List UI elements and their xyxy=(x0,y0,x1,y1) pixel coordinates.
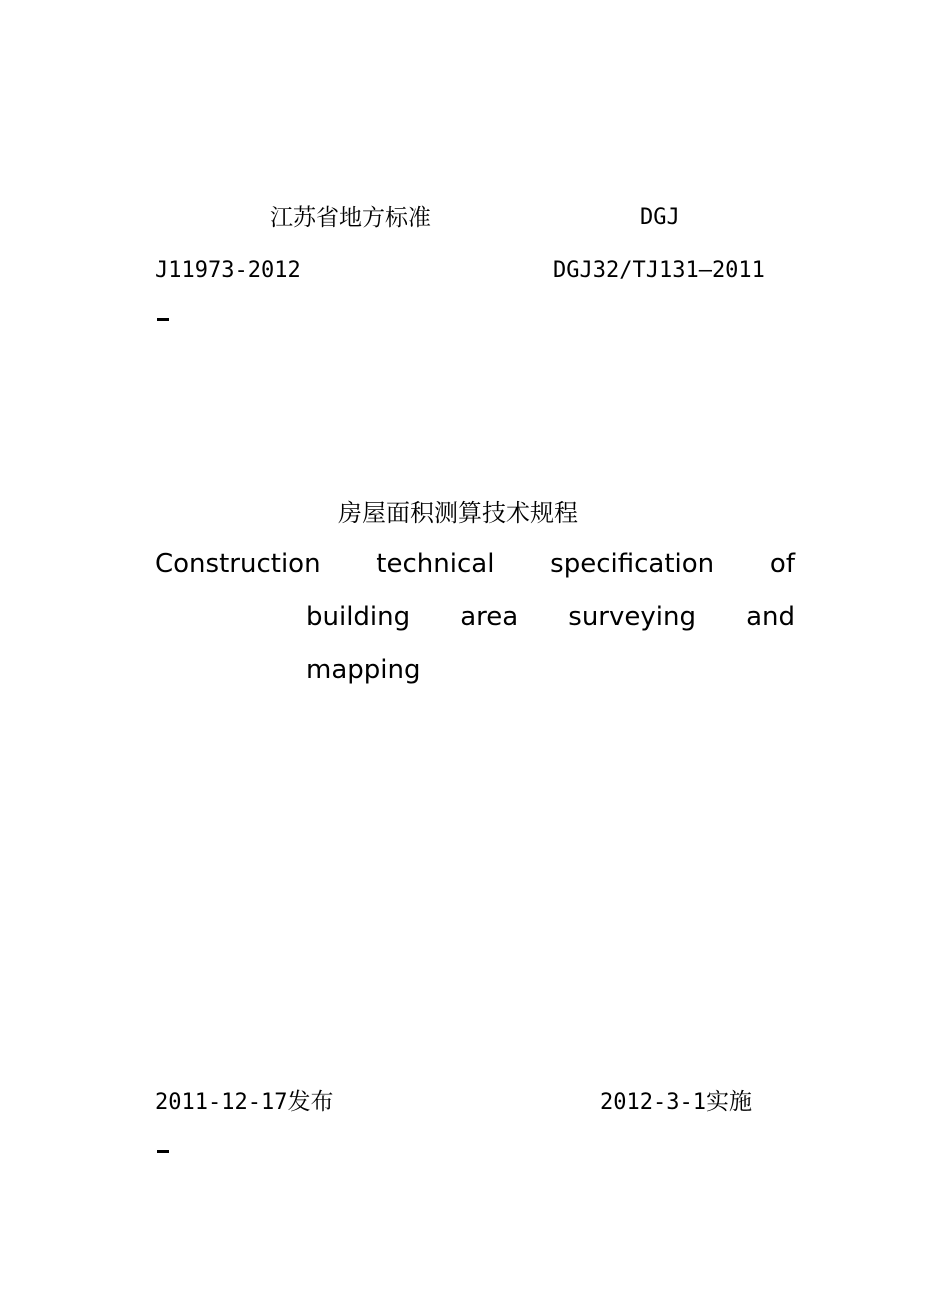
effective-date-group xyxy=(600,1089,752,1116)
english-title-line-3: mapping xyxy=(306,655,421,685)
header-marker-bar xyxy=(157,318,169,321)
english-title-word: Construction xyxy=(155,549,321,579)
province-standard-label: 江苏省地方标准 xyxy=(270,205,431,231)
record-number: J11973-2012 xyxy=(155,258,301,283)
issue-date-group xyxy=(155,1089,333,1116)
standard-number: DGJ32/TJ131—2011 xyxy=(553,258,765,283)
effective-date: 2012-3-1 xyxy=(600,1090,706,1115)
issue-date: 2011-12-17 xyxy=(155,1090,288,1115)
english-title-word: specification xyxy=(550,549,715,579)
english-title-word: and xyxy=(746,602,795,632)
footer-marker-bar xyxy=(157,1150,169,1153)
chinese-title: 房屋面积测算技术规程 xyxy=(338,499,578,527)
english-title-word: area xyxy=(460,602,519,632)
effective-label: 实施 xyxy=(705,1089,752,1115)
issue-label: 发布 xyxy=(287,1089,334,1115)
english-title-word: surveying xyxy=(568,602,696,632)
english-title-line-1 xyxy=(155,548,795,580)
english-title-word: of xyxy=(769,549,795,579)
english-title-word: building xyxy=(306,602,411,632)
english-title-word: technical xyxy=(376,549,495,579)
series-code: DGJ xyxy=(640,205,680,230)
english-title-line-2 xyxy=(306,601,795,633)
